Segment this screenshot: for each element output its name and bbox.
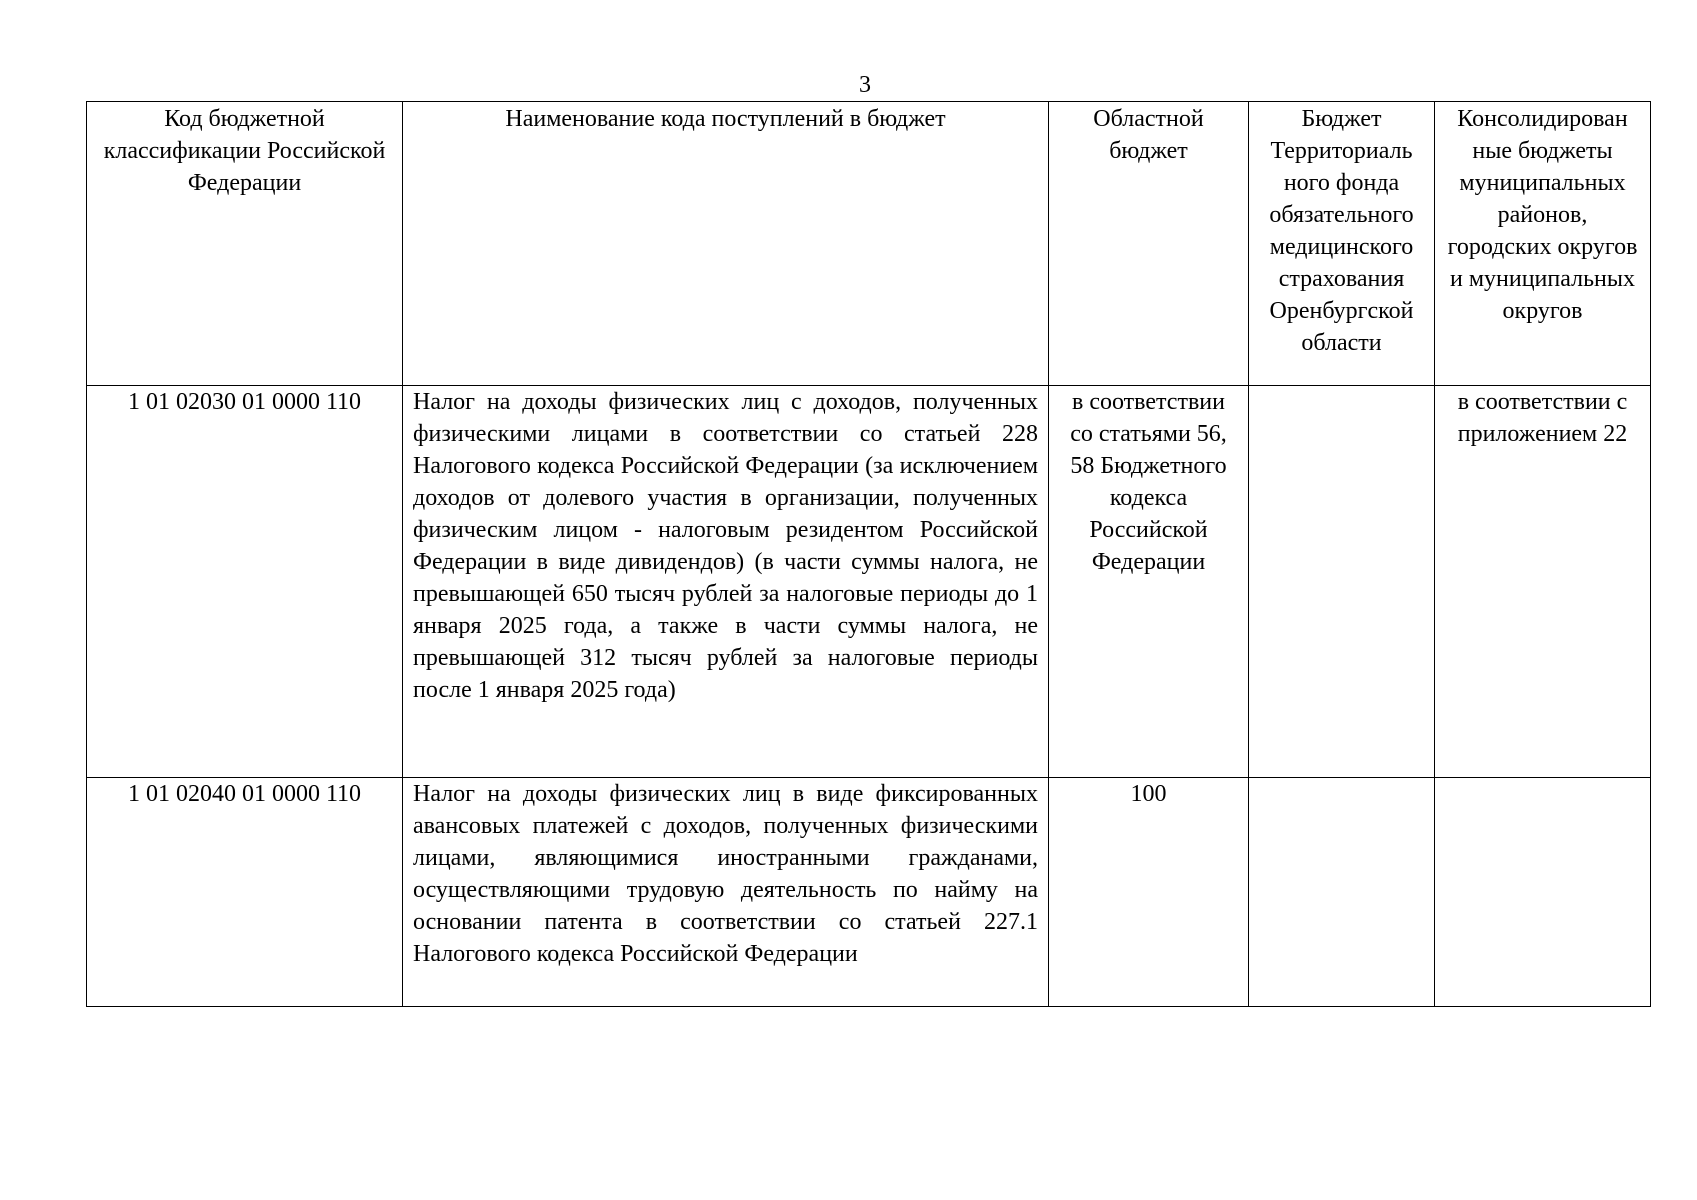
- cell-code: 1 01 02030 01 0000 110: [87, 386, 403, 778]
- cell-municipal: в соответствии с приложением 22: [1435, 386, 1651, 778]
- page-number: 3: [859, 72, 871, 98]
- header-municipal-budgets: Консолидирован ные бюджеты муниципальных районов, городских округов и муниципальных округов: [1435, 102, 1651, 386]
- table-header-row: [87, 102, 1651, 386]
- cell-regional: 100: [1049, 778, 1249, 1007]
- cell-name: Налог на доходы физических лиц в виде фиксированных авансовых платежей с доходов, полученных физическими лицами, являющимися иностранными гражданами, осуществляющими трудовую деятельность по найму на основании патента в соответствии со статьей 227.1 Налогового кодекса Российской Федерации: [403, 778, 1049, 1007]
- budget-revenue-table: [86, 101, 1651, 1007]
- header-name: Наименование кода поступлений в бюджет: [403, 102, 1049, 386]
- header-code: Код бюджетной классификации Российской Федерации: [87, 102, 403, 386]
- cell-regional: в соответствии со статьями 56, 58 Бюджетного кодекса Российской Федерации: [1049, 386, 1249, 778]
- cell-tfoms: [1249, 778, 1435, 1007]
- header-tfoms-budget: Бюджет Территориаль ного фонда обязательного медицинского страхования Оренбургской области: [1249, 102, 1435, 386]
- table-row: [87, 778, 1651, 1007]
- table-row: [87, 386, 1651, 778]
- cell-municipal: [1435, 778, 1651, 1007]
- header-regional-budget: Областной бюджет: [1049, 102, 1249, 386]
- cell-tfoms: [1249, 386, 1435, 778]
- cell-code: 1 01 02040 01 0000 110: [87, 778, 403, 1007]
- cell-name: Налог на доходы физических лиц с доходов, полученных физическими лицами в соответствии со статьей 228 Налогового кодекса Российской Федерации (за исключением доходов от долевого участия в организации, полученных физическим лицом - налоговым резидентом Российской Федерации в виде дивидендов) (в части суммы налога, не превышающей 650 тысяч рублей за налоговые периоды до 1 января 2025 года, а также в части суммы налога, не превышающей 312 тысяч рублей за налоговые периоды после 1 января 2025 года): [403, 386, 1049, 778]
